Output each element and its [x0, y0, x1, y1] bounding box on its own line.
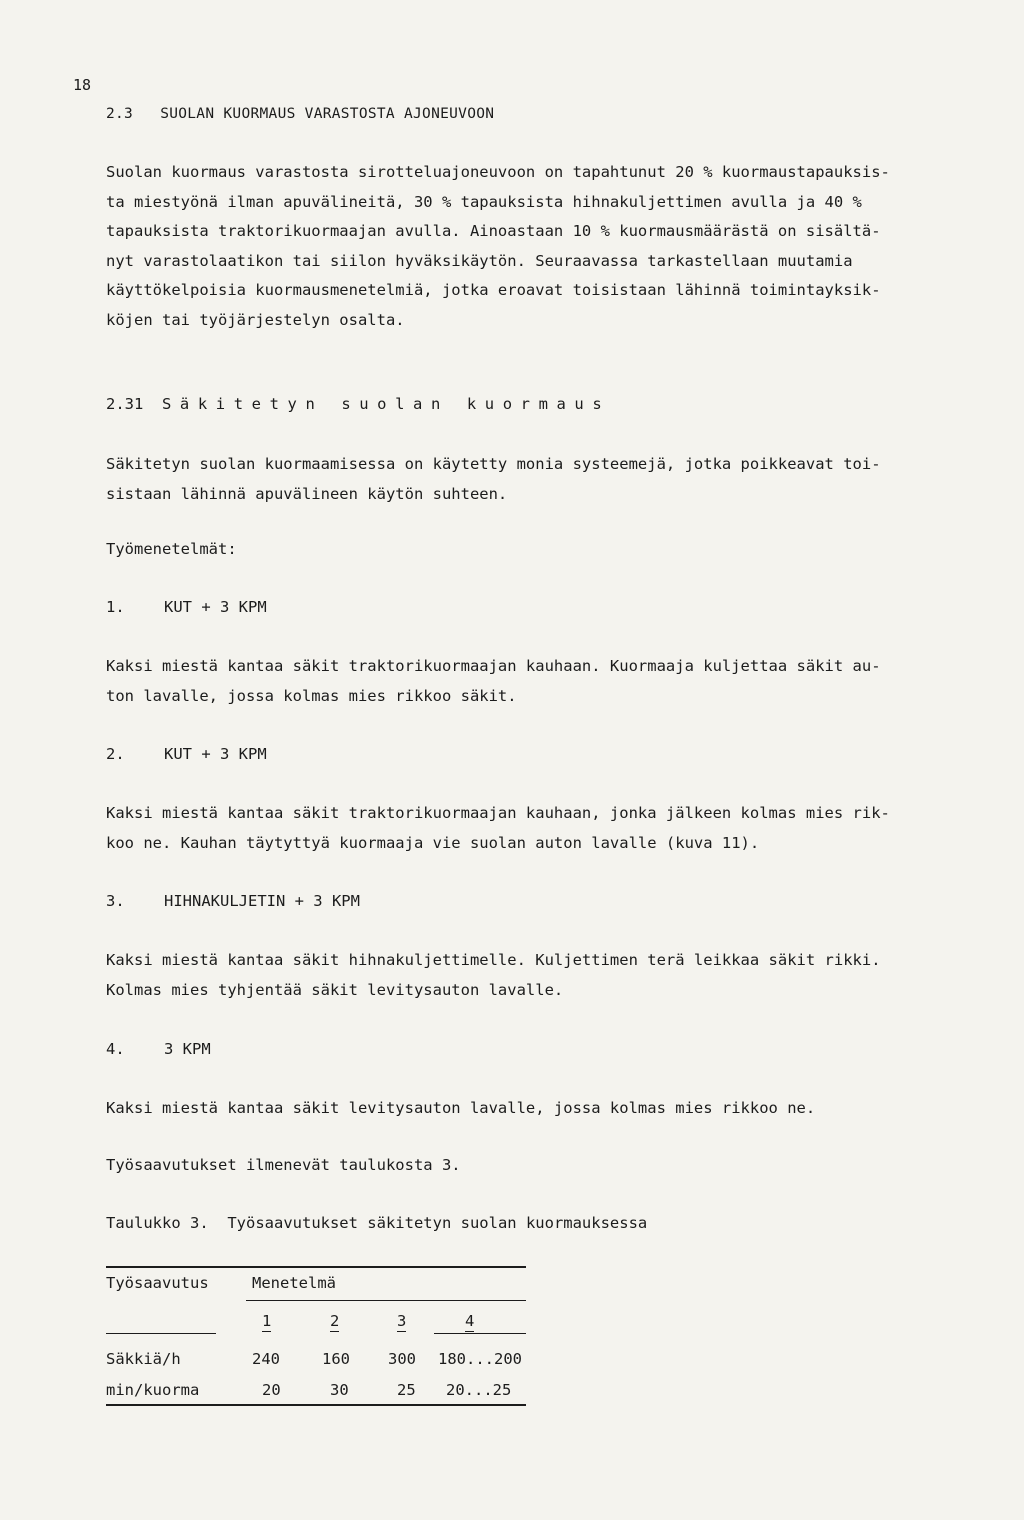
method-description	[106, 799, 921, 858]
intro-line: nyt varastolaatikon tai siilon hyväksikäytön. Seuraavassa tarkastellaan muutamia	[106, 251, 853, 270]
table-method-number: 2	[330, 1312, 340, 1330]
method-number: 1.	[106, 598, 125, 616]
method-number: 4.	[106, 1040, 125, 1058]
method-name: 3 KPM	[164, 1040, 211, 1058]
intro-line: käyttökelpoisia kuormausmenetelmiä, jotka eroavat toisistaan lähinnä toimintayksik-	[106, 281, 881, 300]
table-caption-label: Taulukko 3.	[106, 1214, 209, 1232]
subsection-intro-line: sistaan lähinnä apuvälineen käytön suhteen.	[106, 484, 508, 503]
table-header-rule	[434, 1333, 526, 1334]
method-description	[106, 1094, 921, 1124]
method-name: HIHNAKULJETIN + 3 KPM	[164, 892, 360, 910]
method-heading	[106, 745, 267, 763]
intro-line: ta miestyönä ilman apuvälineitä, 30 % tapauksista hihnakuljettimen avulla ja 40 %	[106, 192, 862, 211]
method-heading	[106, 1040, 211, 1058]
table-label-rule	[106, 1333, 216, 1334]
table-caption-text: Työsaavutukset säkitetyn suolan kuormauksessa	[227, 1214, 648, 1232]
method-name: KUT + 3 KPM	[164, 745, 267, 763]
intro-line: Suolan kuormaus varastosta sirotteluajoneuvoon on tapahtunut 20 % kuormaustapauksis-	[106, 163, 890, 181]
table-cell: 20	[262, 1381, 281, 1399]
table-cell: 25	[397, 1381, 416, 1399]
table-col-header: Työsaavutus	[106, 1274, 209, 1292]
table-method-number: 3	[397, 1312, 407, 1330]
section-title: SUOLAN KUORMAUS VARASTOSTA AJONEUVOON	[160, 106, 495, 122]
table-cell: 180...200	[438, 1350, 522, 1368]
table-top-rule	[106, 1266, 526, 1268]
method-line: Kolmas mies tyhjentää säkit levitysauton lavalle.	[106, 980, 564, 999]
table-group-rule	[246, 1300, 526, 1301]
method-heading	[106, 892, 360, 910]
page-number: 18	[73, 76, 92, 94]
method-number: 3.	[106, 892, 125, 910]
section-number: 2.3	[106, 106, 134, 122]
table-cell: 160	[322, 1350, 350, 1368]
subsection-title: Säkitetyn suolan kuormaus	[162, 395, 611, 413]
subsection-number: 2.31	[106, 395, 144, 413]
subsection-intro-line: Säkitetyn suolan kuormaamisessa on käytetty monia systeemejä, jotka poikkeavat toi-	[106, 455, 881, 473]
table-bottom-rule	[106, 1404, 526, 1406]
table-cell: 20...25	[446, 1381, 512, 1399]
table-row-label: min/kuorma	[106, 1381, 200, 1399]
intro-line: köjen tai työjärjestelyn osalta.	[106, 310, 405, 329]
table-cell: 240	[252, 1350, 280, 1368]
table-method-number: 1	[262, 1312, 272, 1330]
method-description	[106, 946, 921, 1005]
subsection-intro	[106, 450, 921, 509]
subsection-heading	[106, 395, 610, 413]
intro-line: tapauksista traktorikuormaajan avulla. Ainoastaan 10 % kuormausmäärästä on sisältä-	[106, 222, 881, 241]
method-line: Kaksi miestä kantaa säkit traktorikuormaajan kauhaan, jonka jälkeen kolmas mies rik-	[106, 804, 890, 822]
section-heading	[106, 106, 494, 122]
table-reference: Työsaavutukset ilmenevät taulukosta 3.	[106, 1156, 461, 1174]
intro-paragraph	[106, 158, 921, 336]
method-line: Kaksi miestä kantaa säkit hihnakuljettimelle. Kuljettimen terä leikkaa säkit rikki.	[106, 951, 881, 969]
method-line: koo ne. Kauhan täytyttyä kuormaaja vie suolan auton lavalle (kuva 11).	[106, 833, 760, 852]
method-line: Kaksi miestä kantaa säkit traktorikuormaajan kauhaan. Kuormaaja kuljettaa säkit au-	[106, 657, 881, 675]
method-heading	[106, 598, 267, 616]
method-line: Kaksi miestä kantaa säkit levitysauton lavalle, jossa kolmas mies rikkoo ne.	[106, 1099, 816, 1117]
method-name: KUT + 3 KPM	[164, 598, 267, 616]
method-number: 2.	[106, 745, 125, 763]
table-row-label: Säkkiä/h	[106, 1350, 181, 1368]
method-description	[106, 652, 921, 711]
table-caption	[106, 1214, 647, 1232]
table-method-number: 4	[465, 1312, 475, 1330]
table-cell: 30	[330, 1381, 349, 1399]
table-cell: 300	[388, 1350, 416, 1368]
table-group-header: Menetelmä	[252, 1274, 336, 1292]
method-line: ton lavalle, jossa kolmas mies rikkoo säkit.	[106, 686, 517, 705]
methods-label: Työmenetelmät:	[106, 540, 237, 558]
